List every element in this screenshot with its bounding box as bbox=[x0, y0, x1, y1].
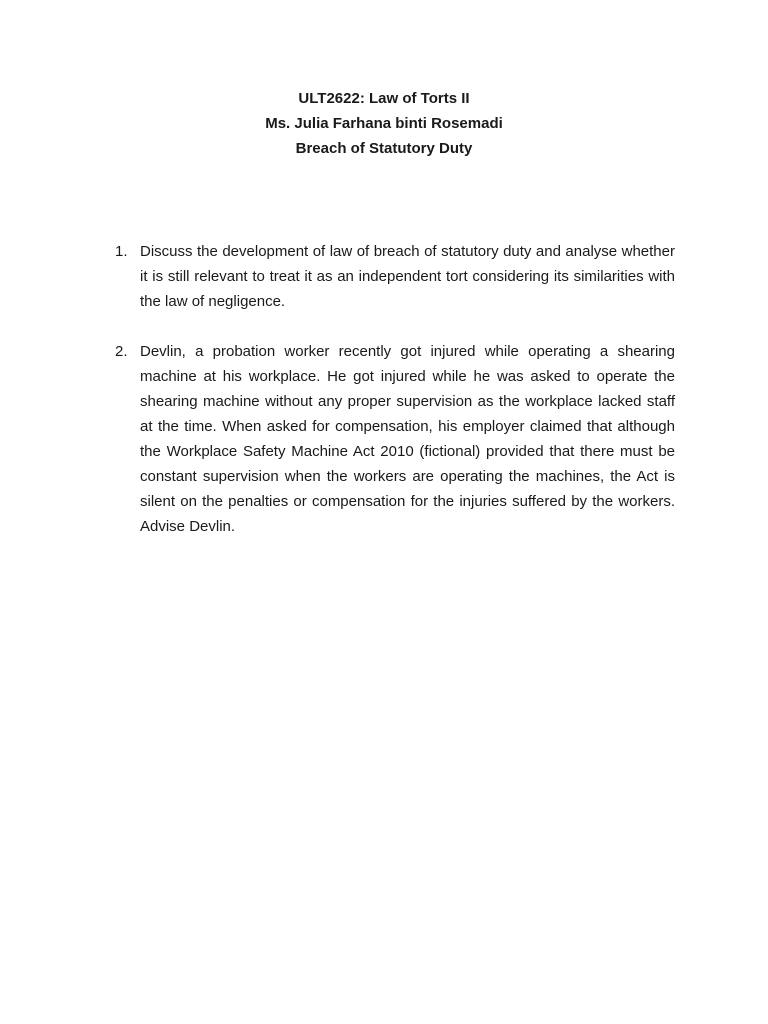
question-item bbox=[115, 239, 675, 314]
question-text: Devlin, a probation worker recently got injured while operating a shearing machine at his workplace. He got injured while he was asked to operate the shearing machine without any proper supervision as the workplace lacked staff at the time. When asked for compensation, his employer claimed that although the Workplace Safety Machine Act 2010 (fictional) provided that there must be constant supervision when the workers are operating the machines, the Act is silent on the penalties or compensation for the injuries suffered by the workers. Advise Devlin. bbox=[140, 343, 675, 535]
lecturer-name: Ms. Julia Farhana binti Rosemadi bbox=[265, 115, 503, 132]
question-number: 1. bbox=[115, 243, 128, 260]
question-text: Discuss the development of law of breach of statutory duty and analyse whether it is still relevant to treat it as an independent tort considering its similarities with the law of negligence. bbox=[140, 243, 675, 310]
document-header bbox=[0, 86, 768, 161]
course-title: ULT2622: Law of Torts II bbox=[298, 90, 470, 107]
question-number: 2. bbox=[115, 343, 128, 360]
question-list bbox=[115, 239, 675, 539]
topic-title: Breach of Statutory Duty bbox=[295, 140, 473, 157]
question-item bbox=[115, 339, 675, 539]
